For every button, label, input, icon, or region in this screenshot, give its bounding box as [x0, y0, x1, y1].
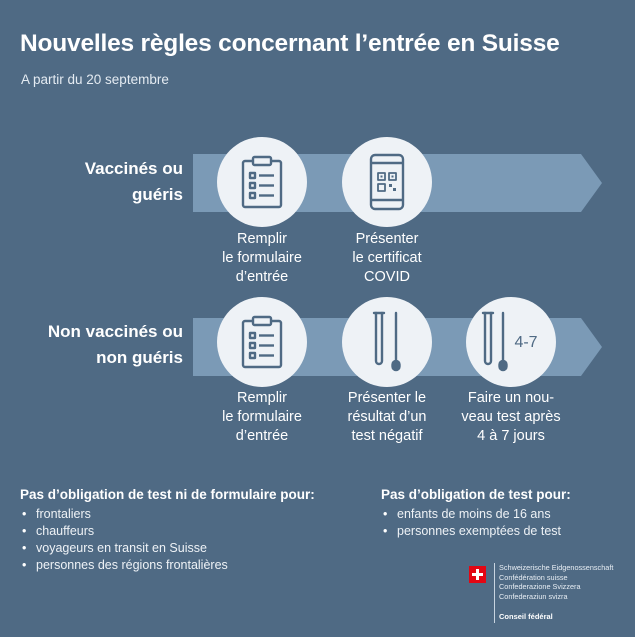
swiss-federal-logo [469, 563, 629, 625]
step-caption: Remplir le formulaire d’entrée [222, 390, 302, 444]
step-caption: Faire un nou- veau test après 4 à 7 jours [461, 390, 561, 444]
list-item: • personnes exemptées de test [381, 523, 561, 540]
phone-qr-code-icon [369, 153, 405, 211]
page-title: Nouvelles règles concernant l’entrée en Suisse [20, 30, 560, 57]
exemption-list-no-test-no-form [20, 506, 228, 574]
logo-divider [494, 563, 495, 623]
exemption-list-no-test [381, 506, 561, 540]
step-circle [342, 297, 432, 387]
step-circle [217, 137, 307, 227]
step-caption: Présenter le certificat COVID [352, 231, 422, 285]
swiss-flag-icon [469, 566, 486, 583]
step-circle [466, 297, 556, 387]
clipboard-form-icon [241, 155, 283, 209]
list-item: • chauffeurs [20, 523, 228, 540]
page-subtitle: A partir du 20 septembre [21, 72, 169, 87]
row-label: Vaccinés ou guéris [84, 159, 183, 204]
list-item: • enfants de moins de 16 ans [381, 506, 561, 523]
test-tube-swab-repeat-icon [479, 311, 543, 373]
step-caption: Présenter le résultat d’un test négatif [347, 390, 427, 444]
step-circle [217, 297, 307, 387]
row-arrow [581, 318, 602, 376]
repeat-days-label: 4-7 [514, 334, 538, 351]
exemption-title-no-test-no-form: Pas d’obligation de test ni de formulaire pour: [20, 487, 315, 502]
logo-council: Conseil fédéral [499, 612, 553, 621]
logo-text: Schweizerische Eidgenossenschaft Confédération suisse Confederazione Svizzera Confederaziun svizra [499, 563, 614, 601]
step-circle [342, 137, 432, 227]
test-tube-swab-icon [370, 311, 404, 373]
row-arrow [581, 154, 602, 212]
row-label: Non vaccinés ou non guéris [47, 322, 183, 367]
step-caption: Remplir le formulaire d’entrée [222, 231, 302, 285]
clipboard-form-icon [241, 315, 283, 369]
list-item: • personnes des régions frontalières [20, 557, 228, 574]
exemption-title-no-test: Pas d’obligation de test pour: [381, 487, 571, 502]
list-item: • voyageurs en transit en Suisse [20, 540, 228, 557]
list-item: • frontaliers [20, 506, 228, 523]
